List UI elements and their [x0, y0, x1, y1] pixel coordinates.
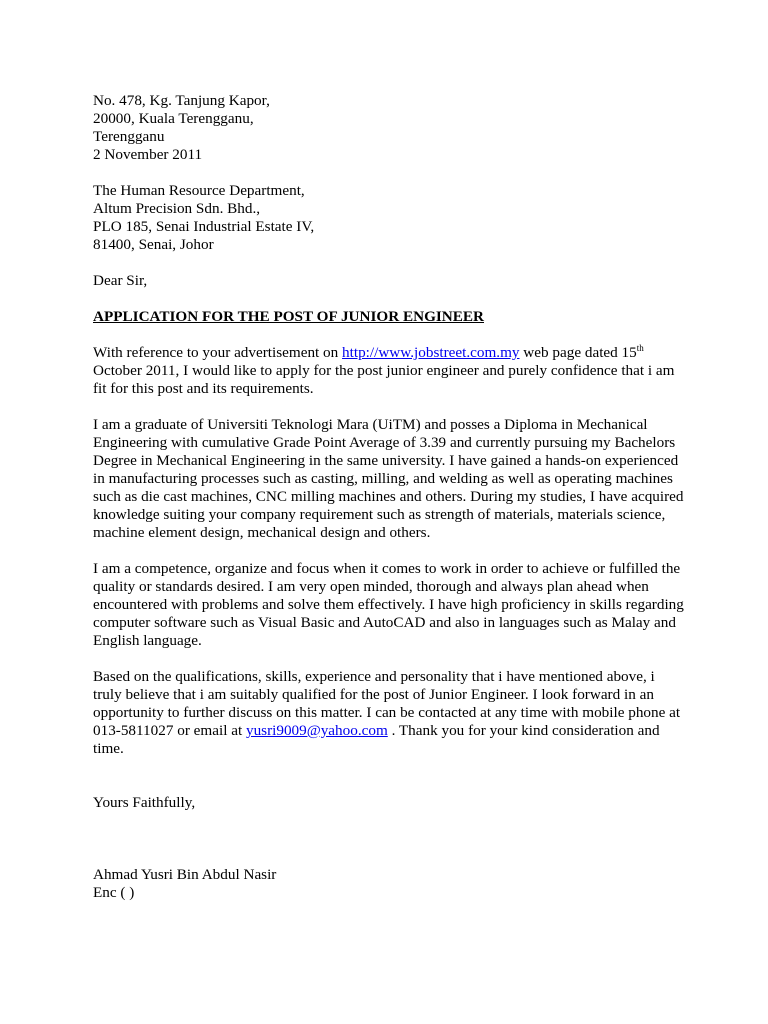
sender-address-line2: 20000, Kuala Terengganu,: [93, 110, 254, 127]
paragraph-education: I am a graduate of Universiti Teknologi Mara (UiTM) and posses a Diploma in Mechanical Engineering with cumulative Grade Point Average of 3.39 and currently pursuing my Bachelors Degree in Mechanical Engineering in the same university. I have gained a hands-on experienced in manufacturing processes such as casting, milling, and welding as well as operating machines such as die cast machines, CNC milling machines and others. During my studies, I have acquired knowledge suiting your company requirement such as strength of materials, materials science, machine element design, mechanical design and others.: [93, 416, 684, 541]
recipient-address: [93, 182, 685, 254]
paragraph-closing: [93, 668, 685, 758]
paragraph4-intro: Based on the qualifications, skills, experience and personality that i have mentioned above, i truly believe that i am suitably qualified for the post of Junior Engineer. I look forward in an opportunity to further discuss on this matter. I can be contacted at any time with mobile phone at 013-5811027 or email at: [93, 668, 681, 739]
recipient-address-line3: PLO 185, Senai Industrial Estate IV,: [93, 218, 315, 235]
salutation-text: Dear Sir,: [93, 272, 148, 289]
paragraph1-date-text: web page dated 15: [519, 344, 637, 361]
sender-address-line1: No. 478, Kg. Tanjung Kapor,: [93, 92, 270, 109]
sender-address-line3: Terengganu: [93, 128, 165, 145]
subject-text: APPLICATION FOR THE POST OF JUNIOR ENGINEER: [93, 308, 484, 325]
recipient-address-line4: 81400, Senai, Johor: [93, 236, 214, 253]
letter-date: 2 November 2011: [93, 146, 203, 163]
letter-page: [93, 92, 685, 902]
paragraph-skills: I am a competence, organize and focus when it comes to work in order to achieve or fulfilled the quality or standards desired. I am very open minded, thorough and always plan ahead when encountered with problems and solve them effectively. I have high proficiency in skills regarding computer software such as Visual Basic and AutoCAD and also in languages such as Malay and English language.: [93, 560, 684, 649]
paragraph-reference: [93, 344, 685, 398]
signature-name: Ahmad Yusri Bin Abdul Nasir: [93, 866, 277, 883]
enclosure-text: Enc ( ): [93, 884, 135, 901]
paragraph1-intro: With reference to your advertisement on: [93, 344, 343, 361]
closing-text: Yours Faithfully,: [93, 794, 196, 811]
paragraph4-rest: . Thank you for your kind consideration and time.: [93, 722, 660, 757]
paragraph1-rest: October 2011, I would like to apply for the post junior engineer and purely confidence that i am fit for this post and its requirements.: [93, 362, 675, 397]
subject-line: [93, 308, 685, 326]
closing: [93, 794, 685, 812]
email-link[interactable]: yusri9009@yahoo.com: [245, 722, 388, 739]
recipient-address-line1: The Human Resource Department,: [93, 182, 305, 199]
jobstreet-link[interactable]: http://www.jobstreet.com.my: [342, 344, 520, 361]
recipient-address-line2: Altum Precision Sdn. Bhd.,: [93, 200, 261, 217]
date-superscript: th: [636, 343, 644, 353]
signature-block: [93, 866, 685, 902]
sender-address: [93, 92, 685, 164]
salutation: [93, 272, 685, 290]
